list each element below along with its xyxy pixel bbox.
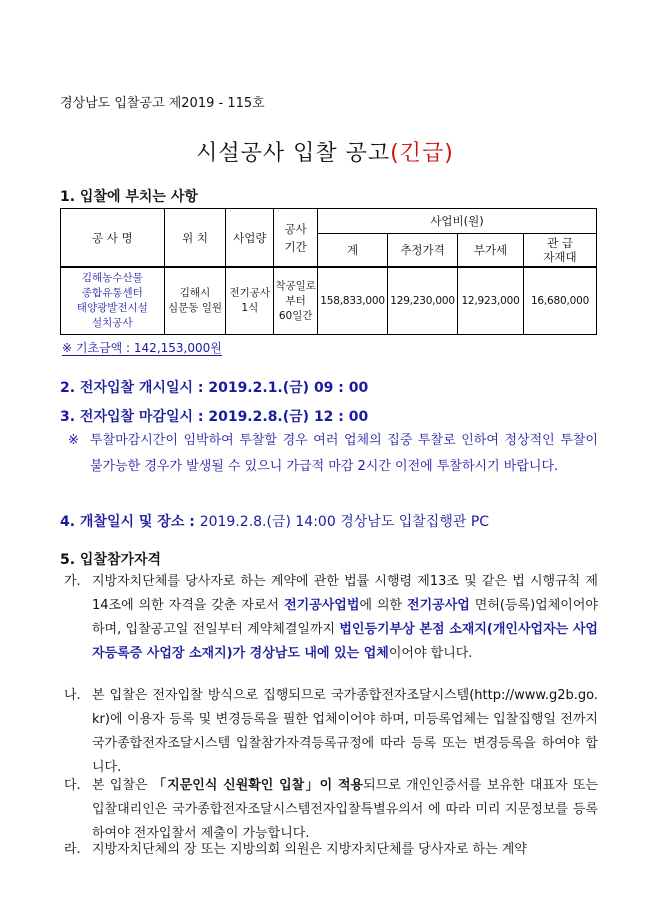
base-amount: ※ 기초금액 : 142,153,000원 bbox=[62, 341, 222, 355]
cost-estimate: 129,230,000 bbox=[388, 267, 458, 335]
cost-total: 158,833,000 bbox=[318, 267, 388, 335]
col-header-location: 위 치 bbox=[164, 209, 226, 268]
project-period: 착공일로 부터 60일간 bbox=[274, 267, 318, 335]
cost-vat: 12,923,000 bbox=[458, 267, 524, 335]
table-row bbox=[61, 267, 597, 335]
col-header-total: 계 bbox=[318, 234, 388, 268]
project-quantity: 전기공사 1식 bbox=[226, 267, 274, 335]
section-4-opening: 4. 개찰일시 및 장소 : 2019.2.8.(금) 14:00 경상남도 입찰집행관 PC bbox=[60, 514, 490, 530]
project-name: 김해농수산물 종합유통센터 태양광발전시설 설치공사 bbox=[61, 267, 165, 335]
qualification-ra: 라. 지방자치단체의 장 또는 지방의회 의원은 지방자치단체를 당사자로 하는 계약 bbox=[64, 842, 527, 857]
qualification-ga: 가. 지방자치단체를 당사자로 하는 계약에 관한 법률 시행령 제13조 및 같은 법 시행규칙 제14조에 의한 자격을 갖춘 자로서 전기공사업법에 의한 전기공사업 면허(등록)업체이어야 하며, 입찰공고일 전일부터 계약체결일까지 법인등기부상 본점 소재지(개인사업자는 사업자등록증 사업장 소재지)가 경상남도 내에 있는 업체이어야 합니다. bbox=[64, 574, 598, 661]
col-header-vat: 부가세 bbox=[458, 234, 524, 268]
col-header-quantity: 사업량 bbox=[226, 209, 274, 268]
title-main: 시설공사 입찰 공고 bbox=[196, 141, 391, 166]
col-header-period: 공사 기간 bbox=[274, 209, 318, 268]
col-header-estimate: 추정가격 bbox=[388, 234, 458, 268]
cost-materials: 16,680,000 bbox=[524, 267, 597, 335]
urgent-label: (긴급) bbox=[390, 141, 454, 166]
page-title bbox=[0, 136, 650, 167]
section-5-heading: 5. 입찰참가자격 bbox=[60, 552, 162, 568]
notice-number: 경상남도 입찰공고 제2019 - 115호 bbox=[60, 96, 265, 111]
project-location: 김해시 심문동 일원 bbox=[164, 267, 226, 335]
col-header-cost: 사업비(원) bbox=[318, 209, 597, 234]
deadline-note bbox=[68, 428, 598, 480]
qualification-na: 나. 본 입찰은 전자입찰 방식으로 집행되므로 국가종합전자조달시스템(http://www.g2b.go.kr)에 이용자 등록 및 변경등록을 필한 업체이어야 하며, 미등록업체는 입찰집행일 전까지 국가종합전자조달시스템 입찰참가자격등록규정에 따라 등록 또는 변경등록을 하여야 합니다. bbox=[64, 688, 598, 775]
section-2-open-datetime: 2. 전자입찰 개시일시 : 2019.2.1.(금) 09 : 00 bbox=[60, 380, 369, 396]
note-text: 투찰마감시간이 임박하여 투찰할 경우 여러 업체의 집중 투찰로 인하여 정상적인 투찰이 불가능한 경우가 발생될 수 있으니 가급적 마감 2시간 이전에 투찰하시기 바랍니다. bbox=[90, 433, 598, 474]
section-3-close-datetime: 3. 전자입찰 마감일시 : 2019.2.8.(금) 12 : 00 bbox=[60, 409, 369, 425]
col-header-materials: 관 급 자재대 bbox=[524, 234, 597, 268]
section-1-heading: 1. 입찰에 부치는 사항 bbox=[60, 189, 198, 205]
qualification-da: 다. 본 입찰은 「지문인식 신원확인 입찰」이 적용되므로 개인인증서를 보유한 대표자 또는 입찰대리인은 국가종합전자조달시스템전자입찰특별유의서 에 따라 미리 지문정보를 등록하여야 전자입찰서 제출이 가능합니다. bbox=[64, 778, 598, 841]
bid-table bbox=[60, 208, 597, 335]
note-mark: ※ bbox=[68, 433, 79, 448]
col-header-name: 공 사 명 bbox=[61, 209, 165, 268]
